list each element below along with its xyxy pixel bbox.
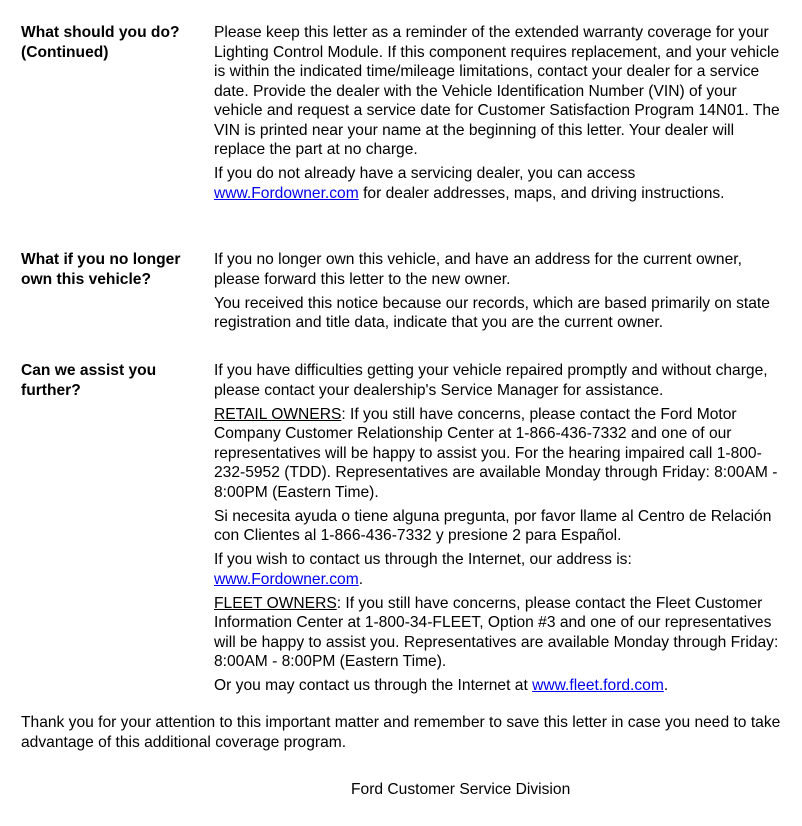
- fordowner-link[interactable]: www.Fordowner.com: [214, 184, 359, 202]
- paragraph: You received this notice because our records, which are based primarily on state registration and title data, indicate that you are the current owner.: [214, 294, 770, 331]
- paragraph: [214, 164, 784, 203]
- paragraph-internet: [214, 550, 784, 589]
- paragraph-text: If you wish to contact us through the Internet, our address is:: [214, 551, 632, 568]
- section-body: [214, 250, 784, 337]
- retail-owners-label: RETAIL OWNERS: [214, 405, 342, 423]
- paragraph-retail: [214, 405, 784, 503]
- heading-line: own this vehicle?: [21, 270, 151, 288]
- fleet-ford-link[interactable]: www.fleet.ford.com: [532, 677, 664, 694]
- paragraph: If you have difficulties getting your vehicle repaired promptly and without charge, please contact your dealership's Service Manager for assistance.: [214, 362, 768, 399]
- fleet-owners-label: FLEET OWNERS: [214, 594, 337, 612]
- section-body: [214, 23, 784, 208]
- paragraph-text: : If you still have concerns, please contact the Fleet Customer Information Center at 1-800-34-FLEET, Option #3 and one of our representatives will be happy to assist you. Representatives are available Monday through Friday: 8:00AM - 8:00PM (Eastern Time).: [214, 594, 779, 670]
- section-heading: [21, 23, 201, 62]
- heading-line: What should you do?: [21, 24, 180, 41]
- paragraph-text: : If you still have concerns, please contact the Ford Motor Company Customer Relationship Center at 1-866-436-7332 and one of our representatives will be happy to assist you. For the hearing impaired call 1-800-232-5952 (TDD). Representatives are available Monday through Friday: 8:00AM - 8:00PM (Eastern Time).: [214, 405, 778, 501]
- heading-line: What if you no longer: [21, 251, 181, 268]
- paragraph-fleet: [214, 594, 784, 672]
- heading-line: Can we assist you: [21, 362, 157, 379]
- paragraph: Please keep this letter as a reminder of the extended warranty coverage for your Lighting Control Module. If this component requires replacement, and your vehicle is within the indicated time/mileage limitations, contact your dealer for a service date. Provide the dealer with the Vehicle Identification Number (VIN) of your vehicle and request a service date for Customer Satisfaction Program 14N01. The VIN is printed near your name at the beginning of this letter. Your dealer will replace the part at no charge.: [214, 24, 780, 158]
- paragraph-text: Or you may contact us through the Internet at: [214, 677, 533, 694]
- section-heading: [21, 361, 201, 400]
- heading-line: (Continued): [21, 43, 109, 61]
- paragraph-text: If you do not already have a servicing dealer, you can access: [214, 165, 636, 182]
- fordowner-link[interactable]: www.Fordowner.com: [214, 570, 359, 588]
- signature: Ford Customer Service Division: [351, 781, 571, 798]
- heading-line: further?: [21, 381, 81, 399]
- paragraph: If you no longer own this vehicle, and have an address for the current owner, please forward this letter to the new owner.: [214, 251, 742, 288]
- paragraph-text: .: [358, 570, 364, 588]
- section-heading: [21, 250, 201, 289]
- paragraph-spanish: Si necesita ayuda o tiene alguna pregunta, por favor llame al Centro de Relación con Clientes al 1-866-436-7332 y presione 2 para Español.: [214, 507, 772, 544]
- closing-paragraph: Thank you for your attention to this important matter and remember to save this letter in case you need to take advantage of this additional coverage program.: [21, 714, 781, 751]
- paragraph-text: for dealer addresses, maps, and driving instructions.: [358, 184, 725, 202]
- paragraph-fleet-internet: [214, 676, 784, 696]
- paragraph-text: .: [663, 677, 669, 694]
- section-body: [214, 361, 784, 700]
